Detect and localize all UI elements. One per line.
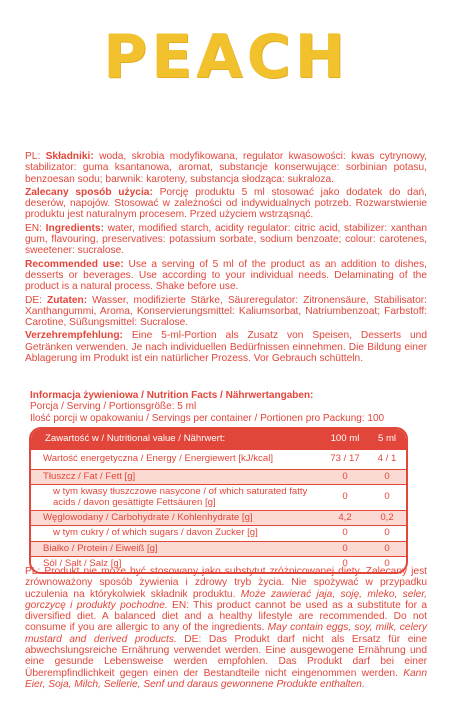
en-allergen-note: May contain eggs, soy, milk, celery mustard and derived products.	[25, 622, 427, 645]
nutrition-title: Informacja żywieniowa / Nutrition Facts / Nährwertangaben:	[30, 390, 314, 401]
table-row	[31, 485, 406, 511]
nutrition-header	[30, 390, 430, 424]
table-row	[31, 526, 406, 542]
serving-size: Porcja / Serving / Portionsgröße: 5 ml	[30, 401, 197, 413]
row-value-100ml: 0	[322, 485, 368, 511]
en-warning: EN: This product cannot be used as a substitute for a diversified diet. A balanced diet and a healthy lifestyle are recommended. Do not consume if you are allergic to any of the ingredients.	[25, 599, 427, 634]
row-label: Sól / Salt / Salz [g]	[43, 558, 122, 570]
row-value-5ml: 0,2	[368, 511, 406, 526]
row-label: Wartość energetyczna / Energy / Energiewert [kJ/kcal]	[31, 450, 322, 470]
en-usage-title: Recommended use:	[25, 258, 124, 270]
en-usage: Recommended use: Use a serving of 5 ml of the product as an addition to dishes, desserts or beverages. Use according to your individual needs. Delaminating of the product is a natural process. Shake before use.	[25, 258, 427, 293]
table-row	[31, 470, 406, 485]
pl-warning: PL: Produkt nie może być stosowany jako substytut zróżnicowanej diety. Zalecany jest zrównoważony sposób żywienia i zdrowy tryb życia. Nie spożywać w przypadku uczulenia na którykolwiek składnik produktu.	[25, 566, 427, 600]
de-usage: Verzehrempfehlung: Eine 5-ml-Portion als Zusatz von Speisen, Desserts und Getränken verwenden. Je nach individuellen Bedürfnissen einnehmen. Die Bildung einer Ablagerung im Produkt ist ein natürlicher Prozess. Vor Gebrauch schütteln.	[25, 330, 427, 365]
pl-ingredients-title: Składniki:	[45, 151, 94, 162]
table-row	[31, 511, 406, 526]
table-header-row	[31, 429, 406, 450]
en-ingredients: EN: Ingredients: water, modified starch, acidity regulator: citric acid, stabilizer: xanthan gum, flavouring, preservatives: potassium sorbate, sodium benzoate; colour: carotenes, sweetener: sucralose.	[25, 222, 427, 257]
warnings-section	[25, 566, 427, 690]
pl-usage: Zalecany sposób użycia: Porcję produktu 5 ml stosować jako dodatek do dań, deserów, napojów. Stosować w zależności od indywidualnych potrzeb. Rozwarstwienie produktu jest naturalnym procesem. Przed użyciem wstrząsnąć.	[25, 186, 427, 221]
table-row	[31, 450, 406, 470]
table-row	[31, 542, 406, 557]
en-ingredients-title: Ingredients:	[45, 222, 104, 234]
de-usage-title: Verzehrempfehlung:	[25, 330, 123, 342]
pl-ingredients: PL: Składniki: woda, skrobia modyfikowana, regulator kwasowości: kwas cytrynowy, stabilizator: guma ksantanowa, aromat, substancje konserwujące: sorbinian potasu, benzoesan sodu; barwnik: karoteny, substancja słodząca: sukraloza.	[25, 151, 427, 185]
pl-usage-title: Zalecany sposób użycia:	[25, 186, 153, 198]
header-label: Zawartość w / Nutritional value / Nährwert:	[31, 429, 322, 450]
row-label: w tym cukry / of which sugars / davon Zucker [g]	[31, 526, 322, 542]
row-value-5ml: 0	[368, 470, 406, 485]
row-value-100ml: 0	[342, 558, 348, 570]
row-value-5ml: 0	[368, 485, 406, 511]
row-value-5ml: 4 / 1	[368, 450, 406, 470]
row-label: Białko / Protein / Eiweiß [g]	[31, 542, 322, 557]
servings-per-container: Ilość porcji w opakowaniu / Servings per container / Portionen pro Packung: 100	[30, 412, 385, 424]
row-value-5ml: 0	[368, 526, 406, 542]
nutrition-table	[29, 427, 408, 574]
de-ingredients-title: Zutaten:	[46, 294, 88, 306]
header-col-100ml: 100 ml	[322, 429, 368, 450]
row-value-5ml: 0	[384, 558, 390, 570]
de-warning: DE: Das Produkt darf nicht als Ersatz für eine abwechslungsreiche Ernährung verwendet werden. Eine ausgewogene Ernährung und eine gesunde Lebensweise werden empfohlen. Das Produkt darf bei einer Überempfindlichkeit gegen einen der Bestandteile nicht eingenommen werden.	[25, 633, 427, 679]
row-label: w tym kwasy tłuszczowe nasycone / of which saturated fatty acids / davon gesättigte Fettsäuren [g]	[31, 485, 322, 511]
row-value-100ml: 0	[322, 526, 368, 542]
row-value-100ml: 4,2	[322, 511, 368, 526]
row-value-100ml: 0	[322, 470, 368, 485]
pl-allergen-note: Może zawierać jaja, soję, mleko, seler, gorczycę i produkty pochodne.	[25, 588, 427, 611]
de-allergen-note: Kann Eier, Soja, Milch, Sellerie, Senf und daraus gewonnene Produkte enthalten.	[25, 667, 427, 690]
row-value-100ml: 0	[322, 542, 368, 557]
ingredients-section	[25, 151, 427, 366]
row-label: Węglowodany / Carbohydrate / Kohlenhydrate [g]	[31, 511, 322, 526]
row-value-100ml: 73 / 17	[322, 450, 368, 470]
row-value-5ml: 0	[368, 542, 406, 557]
header-col-5ml: 5 ml	[368, 429, 406, 450]
de-ingredients: DE: Zutaten: Wasser, modifizierte Stärke, Säureregulator: Zitronensäure, Stabilisator: Xanthangummi, Aroma, Konservierungsmittel: Kaliumsorbat, Natriumbenzoat; Farbstoff: Carotine, Süßungsmittel: Sucralose.	[25, 294, 427, 329]
brand-title: PEACH	[103, 22, 349, 92]
row-label: Tłuszcz / Fat / Fett [g]	[31, 470, 322, 485]
